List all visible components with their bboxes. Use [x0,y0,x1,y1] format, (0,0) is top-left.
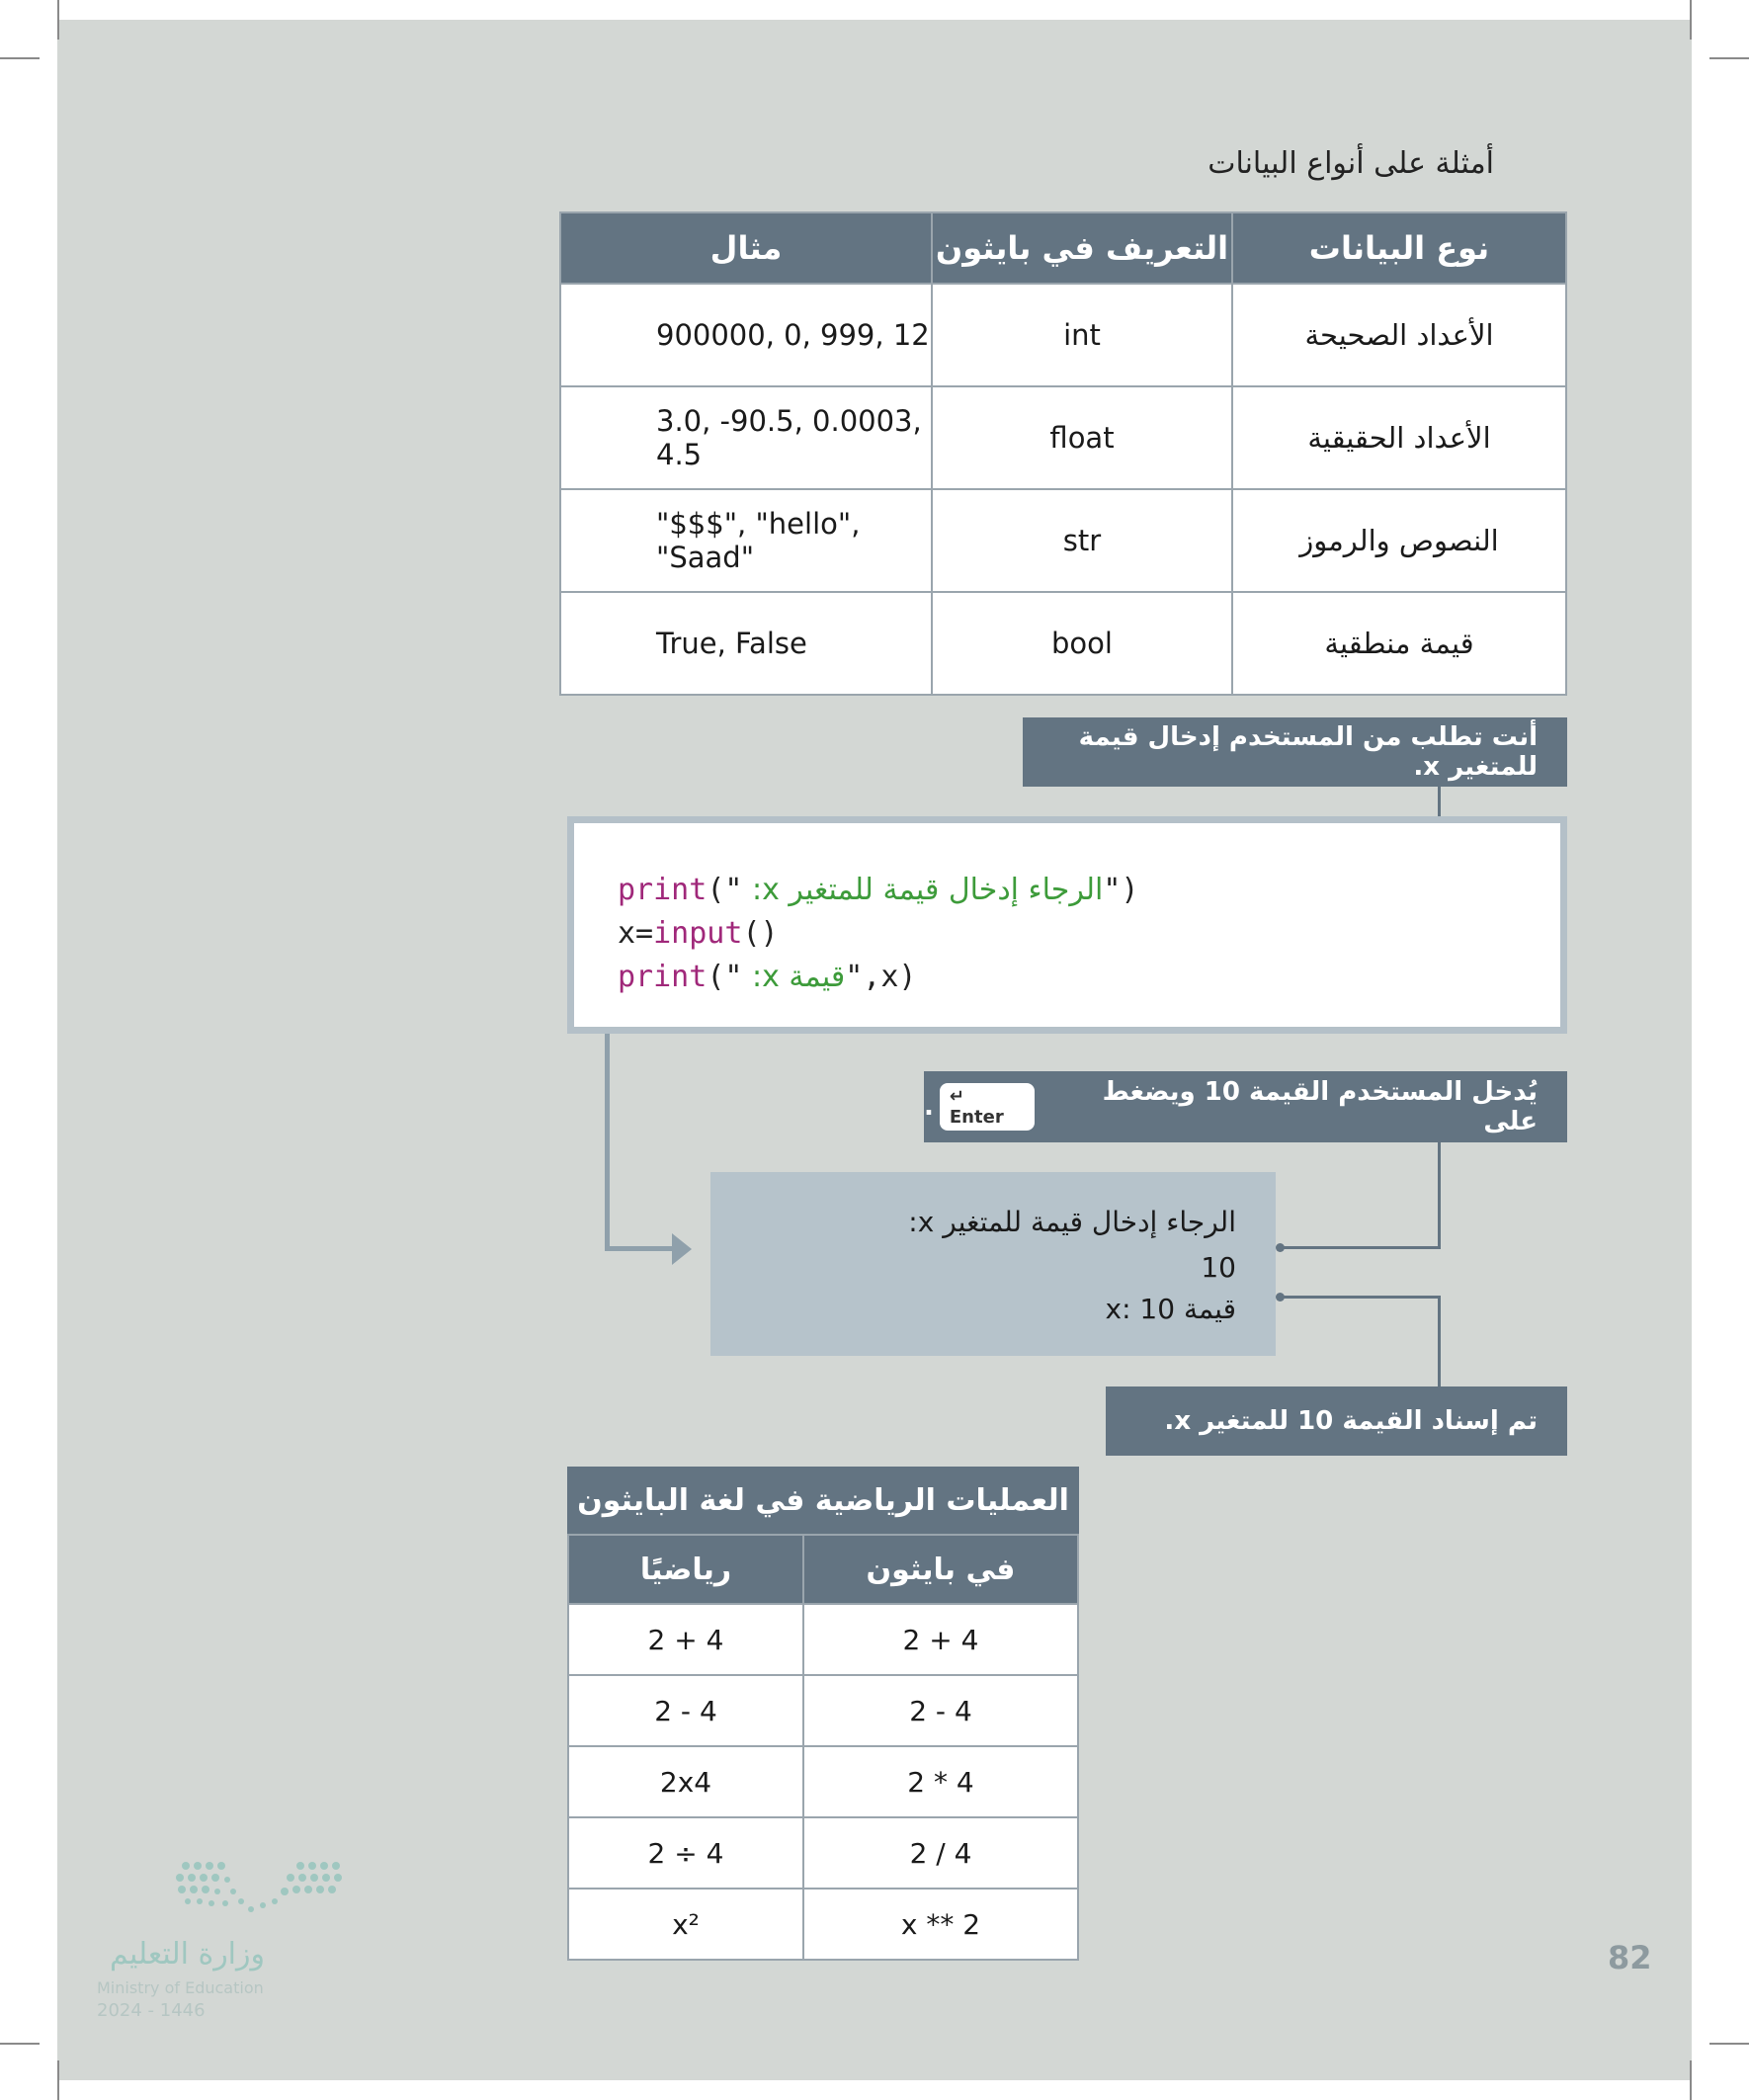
python-op: 2 / 4 [803,1817,1078,1889]
callout-text: يُدخل المستخدم القيمة 10 ويضغط على [1102,1077,1538,1136]
crop-mark [0,57,40,59]
python-def: float [932,386,1232,489]
callout-text: تم إسناد القيمة 10 للمتغير x. [1164,1406,1538,1436]
code-punct: (" [707,960,743,994]
type-name: الأعداد الحقيقية [1232,386,1566,489]
logo-arabic-text: وزارة التعليم [109,1937,265,1972]
python-def: str [932,489,1232,592]
type-name: النصوص والرموز [1232,489,1566,592]
python-def: int [932,284,1232,386]
code-keyword: print [618,960,708,994]
output-line: 10 [1201,1251,1236,1284]
connector-dot [1276,1293,1285,1302]
output-line: الرجاء إدخال قيمة للمتغير x: [908,1206,1236,1238]
crop-mark [0,2043,40,2045]
code-variable: x= [618,916,654,951]
code-punct: () [742,916,779,951]
arrow-line [605,1246,676,1251]
table-row [560,592,1566,695]
type-name: الأعداد الصحيحة [1232,284,1566,386]
math-op: 2x4 [568,1746,803,1817]
code-line-2 [618,916,779,951]
callout-ask-input [1023,717,1567,787]
python-op: 2 * 4 [803,1746,1078,1817]
example: 900000, 0, 999, 12 [560,284,932,386]
math-op: x² [568,1889,803,1960]
example: 3.0, -90.5, 0.0003, 4.5 [560,386,932,489]
connector-line [1438,1142,1441,1249]
connector-line [1281,1296,1441,1299]
table-header: رياضيًا [568,1535,803,1604]
table-header: مثال [560,212,932,284]
callout-text: . [924,1092,934,1122]
enter-key-icon: ↵ Enter [940,1083,1035,1131]
logo-english-text: Ministry of Education [97,1978,264,1997]
python-op: x ** 2 [803,1889,1078,1960]
code-punct: ",x) [845,960,917,994]
table-row [568,1746,1078,1817]
page-number: 82 [1608,1939,1652,1976]
code-editor [567,816,1567,1034]
code-keyword: print [618,873,708,907]
table-header: التعريف في بايثون [932,212,1232,284]
table-row [568,1675,1078,1746]
table-row [568,1604,1078,1675]
connector-line [1438,1296,1441,1386]
table-row [568,1889,1078,1960]
table-row [568,1817,1078,1889]
type-name: قيمة منطقية [1232,592,1566,695]
python-op: 2 + 4 [803,1604,1078,1675]
code-punct: ") [1103,873,1139,907]
table-row [560,386,1566,489]
crop-mark [57,2060,59,2100]
arrow-line [605,1034,610,1251]
crop-mark [1690,0,1692,40]
logo-year-text: 2024 - 1446 [97,2000,206,2021]
code-keyword: input [653,916,743,951]
crop-mark [1709,57,1749,59]
math-operations-table [567,1534,1079,1961]
callout-assigned [1106,1386,1567,1456]
crop-mark [1709,2043,1749,2045]
python-def: bool [932,592,1232,695]
code-line-1 [618,873,1139,907]
output-line: قيمة x: 10 [1105,1293,1236,1325]
crop-mark [1690,2060,1692,2100]
math-op: 2 + 4 [568,1604,803,1675]
callout-text: أنت تطلب من المستخدم إدخال قيمة للمتغير x. [1078,722,1538,782]
table-header: في بايثون [803,1535,1078,1604]
table-header: نوع البيانات [1232,212,1566,284]
connector-line [1281,1246,1441,1249]
code-punct: (" [707,873,743,907]
code-line-3 [618,960,916,994]
example: True, False [560,592,932,695]
python-op: 2 - 4 [803,1675,1078,1746]
arrow-head-icon [672,1233,692,1265]
logo-dots-icon [97,1858,350,1927]
section-heading: أمثلة على أنواع البيانات [1208,146,1494,181]
math-op: 2 - 4 [568,1675,803,1746]
data-types-table [559,211,1567,696]
table-row [560,489,1566,592]
table-row [560,284,1566,386]
code-string: الرجاء إدخال قيمة للمتغير x: [742,873,1104,907]
ministry-logo [97,1858,350,2021]
crop-mark [57,0,59,40]
connector-dot [1276,1243,1285,1252]
math-op: 2 ÷ 4 [568,1817,803,1889]
code-string: قيمة x: [742,960,846,994]
example: "$$$", "hello", "Saad" [560,489,932,592]
program-output [710,1172,1276,1356]
callout-user-enters [924,1071,1567,1142]
ops-table-title: العمليات الرياضية في لغة البايثون [567,1467,1079,1534]
